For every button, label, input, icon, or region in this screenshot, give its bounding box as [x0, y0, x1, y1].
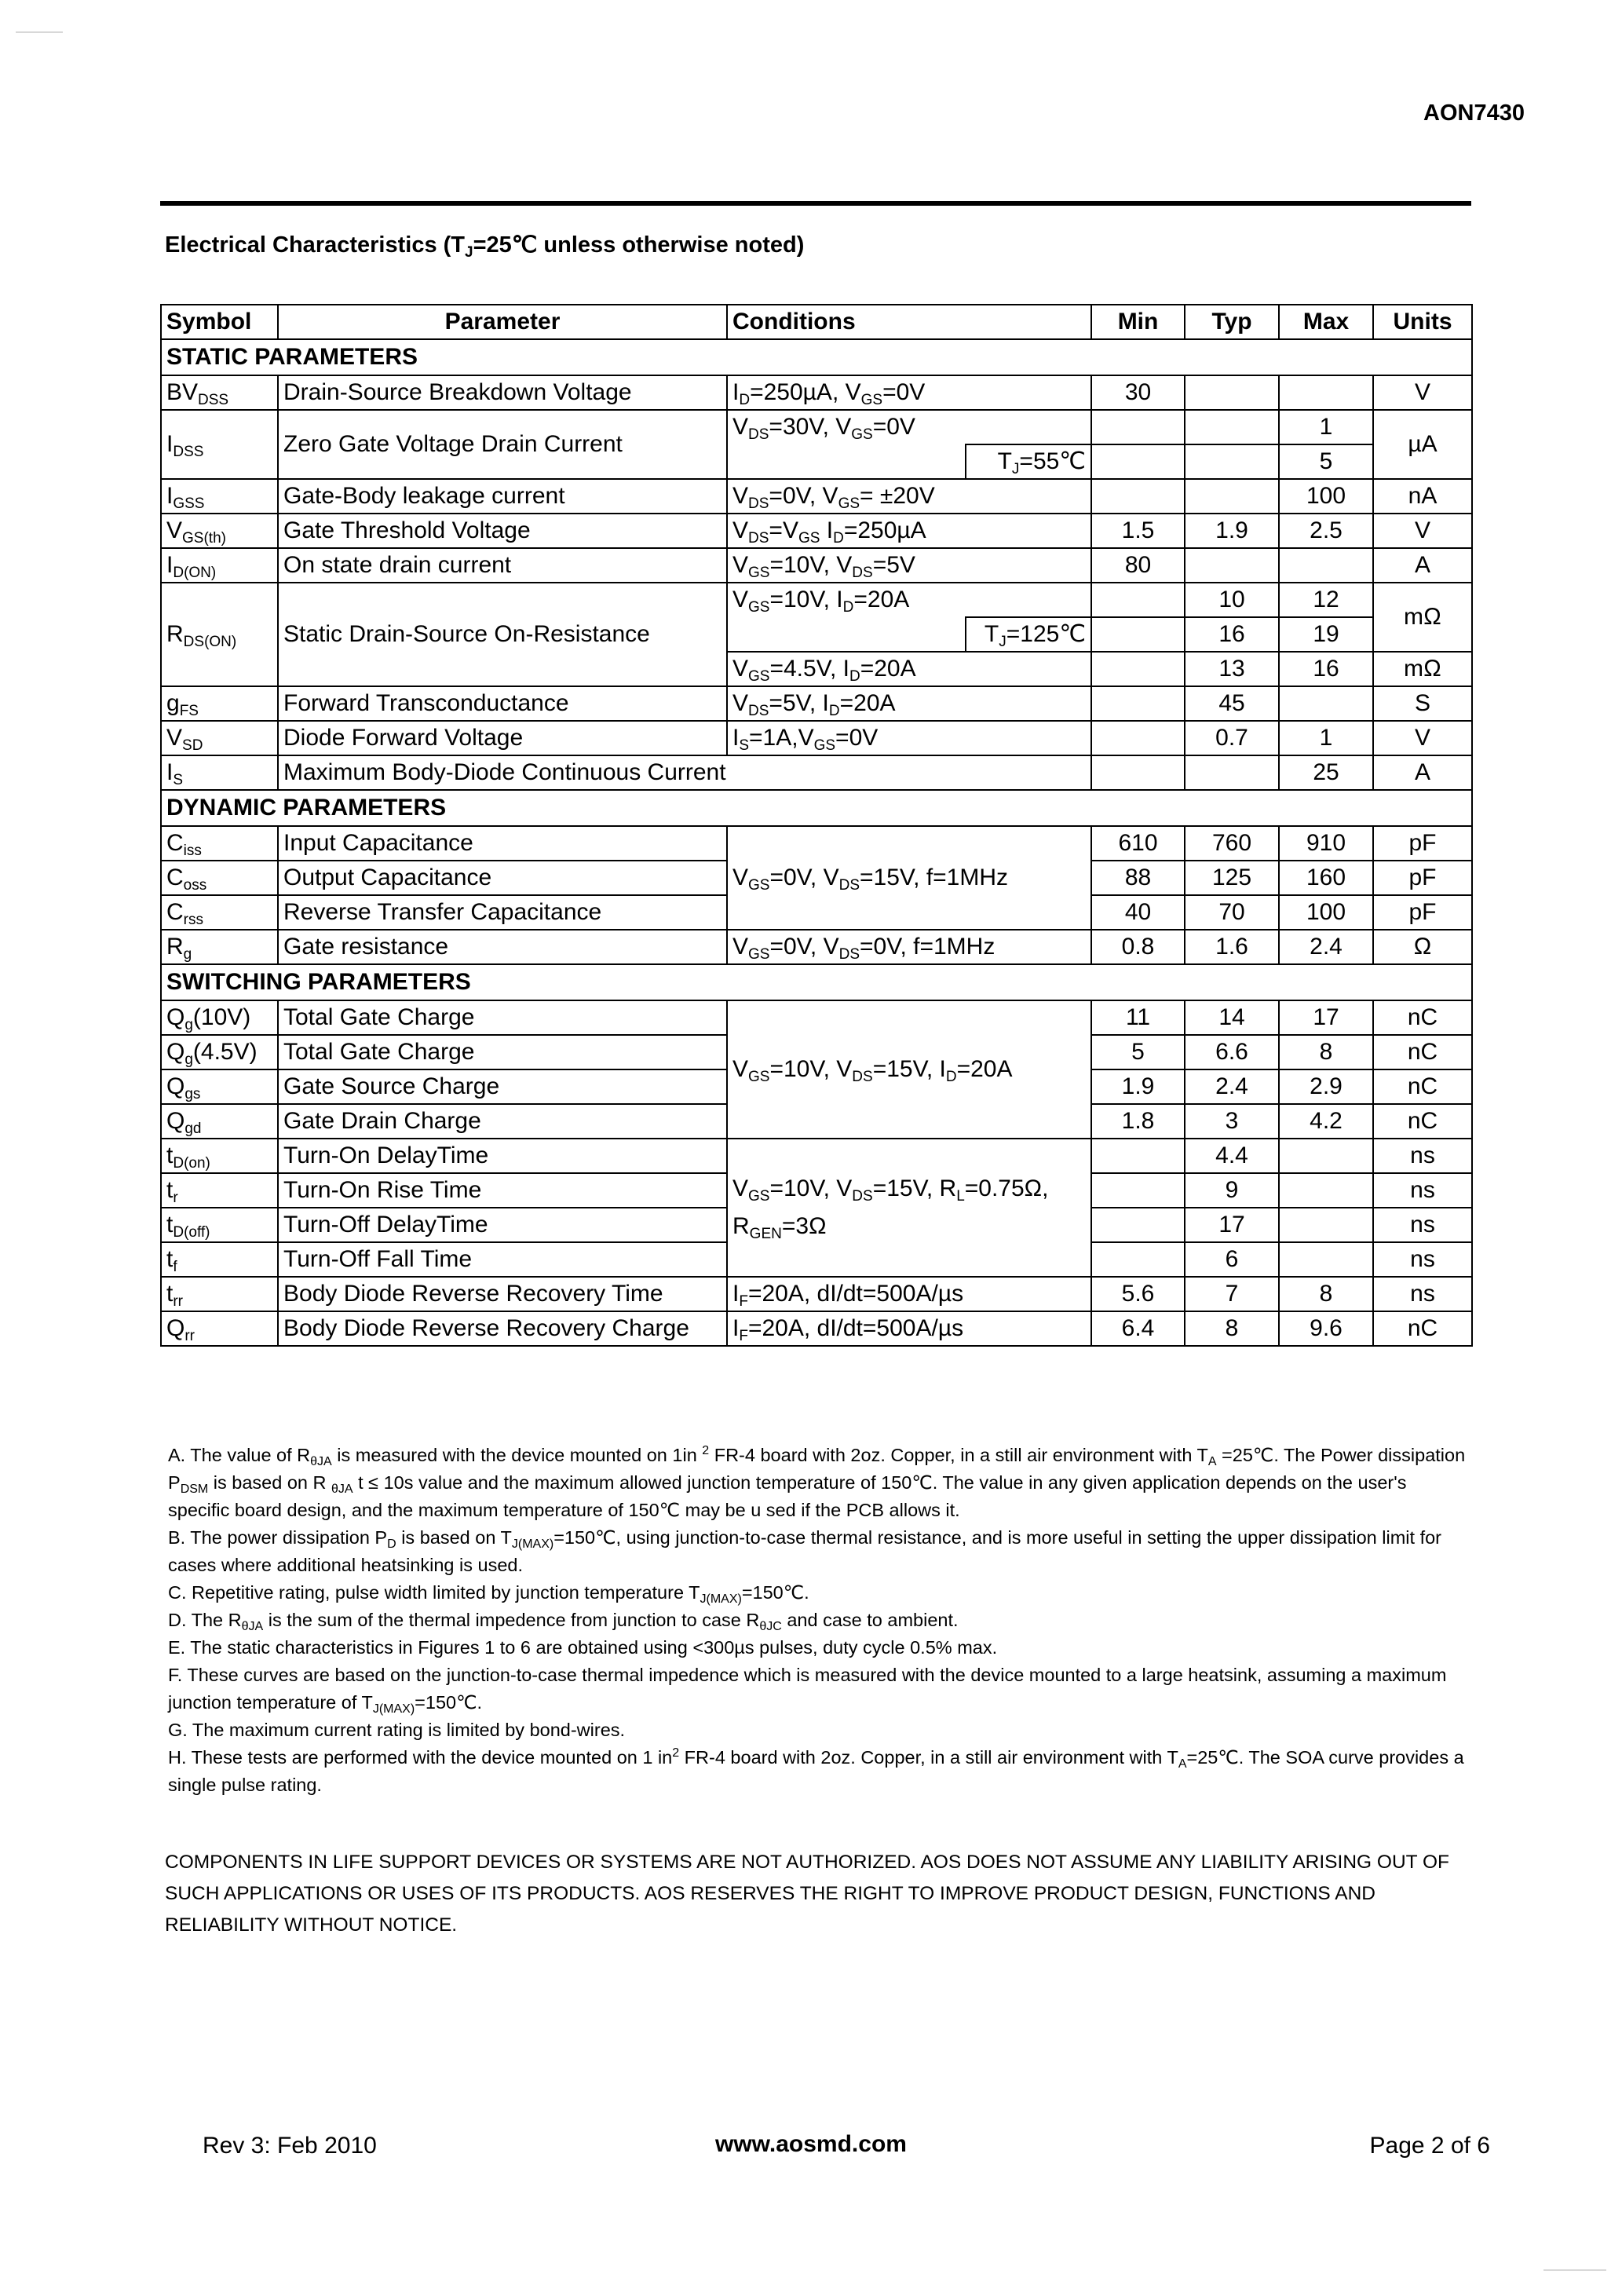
footnote-a: A. The value of $R_{\theta JA}$ is measured with the device mounted on 1in $^2$ FR-4 board with 2oz. Copper, in a still air environment with $T_A$ =25℃. The Power dissipation $P_{DSM}$ is based on R $_{\theta JA}$ t ≤ 10s value and the maximum allowed junction temperature of 150℃. The value in any given application depends on the user's specific board design, and the maximum temperature of 150℃ may be u sed if the PCB allows it.: [168, 1444, 1466, 1520]
table-row: [161, 930, 1472, 964]
temperature-condition: $T_J=55℃$: [966, 444, 1091, 479]
max-cell: 16: [1279, 652, 1373, 686]
typ-cell: [1185, 479, 1279, 514]
typ-cell: 2.4: [1185, 1069, 1279, 1104]
typ-cell: 6.6: [1185, 1035, 1279, 1069]
units-cell: nC: [1373, 1104, 1472, 1139]
symbol-cell: $Q_{gd}$: [161, 1104, 278, 1139]
electrical-characteristics-table: [160, 304, 1473, 1347]
symbol-cell: $Q_g(10V)$: [161, 1000, 278, 1035]
table-row: [161, 375, 1472, 410]
conditions-cell: $V_{GS}=10V$, $V_{DS}=15V$, $I_D=20A$: [727, 1000, 1091, 1139]
typ-cell: 10: [1185, 583, 1279, 617]
table-row: [161, 479, 1472, 514]
parameter-cell: Reverse Transfer Capacitance: [278, 895, 727, 930]
header-rule: [160, 201, 1471, 206]
max-cell: 9.6: [1279, 1311, 1373, 1346]
footnote-f: F. These curves are based on the junction-to-case thermal impedence which is measured with the device mounted to a large heatsink, assuming a maximum junction temperature of $T_{J(MAX)}=150℃$.: [168, 1665, 1447, 1716]
max-cell: [1279, 1139, 1373, 1173]
section-row: [161, 790, 1472, 826]
min-cell: 6.4: [1091, 1311, 1185, 1346]
parameter-cell: Gate Drain Charge: [278, 1104, 727, 1139]
min-cell: 40: [1091, 895, 1185, 930]
max-cell: 1: [1279, 410, 1373, 444]
typ-cell: 3: [1185, 1104, 1279, 1139]
table-row: [161, 1000, 1472, 1035]
section-title: Electrical Characteristics ($T_J=25℃$ unless otherwise noted): [165, 232, 805, 261]
column-header: Units: [1373, 305, 1472, 339]
units-cell: nC: [1373, 1035, 1472, 1069]
max-cell: [1279, 1173, 1373, 1208]
typ-cell: 7: [1185, 1277, 1279, 1311]
section-heading: STATIC PARAMETERS: [161, 339, 1472, 375]
symbol-cell: $R_{DS(ON)}$: [161, 583, 278, 686]
column-header: Conditions: [727, 305, 1091, 339]
units-cell: µA: [1373, 410, 1472, 479]
min-cell: [1091, 479, 1185, 514]
typ-cell: 1.9: [1185, 514, 1279, 548]
units-cell: nC: [1373, 1311, 1472, 1346]
symbol-cell: $g_{FS}$: [161, 686, 278, 721]
min-cell: 1.5: [1091, 514, 1185, 548]
conditions-cell: $V_{GS}=10V$, $V_{DS}=15V$, $R_L=0.75\Omega$, $R_{GEN}=3\Omega$: [727, 1139, 1091, 1277]
typ-cell: 4.4: [1185, 1139, 1279, 1173]
conditions-cell: $V_{GS}=0V$, $V_{DS}=0V$, f=1MHz: [727, 930, 1091, 964]
footnote-d: D. The $R_{\theta JA}$ is the sum of the thermal impedence from junction to case $R_{\theta JC}$ and case to ambient.: [168, 1610, 959, 1633]
typ-cell: [1185, 410, 1279, 444]
symbol-cell: $t_{D(on)}$: [161, 1139, 278, 1173]
conditions-cell: $V_{DS}=V_{GS}$ $I_D=250\mu A$: [727, 514, 1091, 548]
typ-cell: 14: [1185, 1000, 1279, 1035]
min-cell: [1091, 410, 1185, 444]
parameter-cell: Body Diode Reverse Recovery Time: [278, 1277, 727, 1311]
section-row: [161, 964, 1472, 1000]
symbol-cell: $C_{rss}$: [161, 895, 278, 930]
footnote-c: C. Repetitive rating, pulse width limited by junction temperature $T_{J(MAX)}=150℃$.: [168, 1582, 809, 1606]
units-cell: ns: [1373, 1242, 1472, 1277]
symbol-cell: $t_f$: [161, 1242, 278, 1277]
conditions-cell: $V_{DS}=30V$, $V_{GS}=0V$: [727, 410, 1091, 444]
symbol-cell: $t_r$: [161, 1173, 278, 1208]
parameter-cell: Gate-Body leakage current: [278, 479, 727, 514]
column-header: Min: [1091, 305, 1185, 339]
max-cell: 8: [1279, 1035, 1373, 1069]
conditions-cell: [727, 617, 966, 652]
units-cell: ns: [1373, 1208, 1472, 1242]
units-cell: pF: [1373, 861, 1472, 895]
units-cell: ns: [1373, 1173, 1472, 1208]
symbol-cell: $I_{GSS}$: [161, 479, 278, 514]
parameter-cell: Diode Forward Voltage: [278, 721, 727, 755]
units-cell: nC: [1373, 1000, 1472, 1035]
table-row: [161, 583, 1472, 617]
parameter-cell: Gate resistance: [278, 930, 727, 964]
symbol-cell: $V_{GS(th)}$: [161, 514, 278, 548]
table-row: [161, 1311, 1472, 1346]
max-cell: 25: [1279, 755, 1373, 790]
min-cell: [1091, 721, 1185, 755]
min-cell: 11: [1091, 1000, 1185, 1035]
units-cell: A: [1373, 755, 1472, 790]
units-cell: V: [1373, 721, 1472, 755]
conditions-cell: $V_{DS}=5V$, $I_D=20A$: [727, 686, 1091, 721]
table-row: [161, 514, 1472, 548]
page-corner-mark: [16, 31, 63, 33]
max-cell: [1279, 686, 1373, 721]
typ-cell: 17: [1185, 1208, 1279, 1242]
conditions-cell: $V_{GS}=0V$, $V_{DS}=15V$, f=1MHz: [727, 826, 1091, 930]
typ-cell: [1185, 375, 1279, 410]
parameter-cell: Forward Transconductance: [278, 686, 727, 721]
symbol-cell: $C_{oss}$: [161, 861, 278, 895]
table-row: [161, 410, 1472, 444]
conditions-cell: $V_{GS}=4.5V$, $I_D=20A$: [727, 652, 1091, 686]
typ-cell: 125: [1185, 861, 1279, 895]
parameter-cell: Turn-On Rise Time: [278, 1173, 727, 1208]
min-cell: 30: [1091, 375, 1185, 410]
symbol-cell: $t_{D(off)}$: [161, 1208, 278, 1242]
parameter-cell: Output Capacitance: [278, 861, 727, 895]
min-cell: 80: [1091, 548, 1185, 583]
section-heading: SWITCHING PARAMETERS: [161, 964, 1472, 1000]
symbol-cell: $Q_{gs}$: [161, 1069, 278, 1104]
typ-cell: [1185, 444, 1279, 479]
min-cell: [1091, 617, 1185, 652]
parameter-cell: Body Diode Reverse Recovery Charge: [278, 1311, 727, 1346]
revision-label: Rev 3: Feb 2010: [203, 2133, 377, 2159]
units-cell: mΩ: [1373, 652, 1472, 686]
typ-cell: 13: [1185, 652, 1279, 686]
table-row: [161, 1277, 1472, 1311]
min-cell: [1091, 444, 1185, 479]
conditions-cell: $I_F=20A$, dI/dt=500A/µs: [727, 1277, 1091, 1311]
min-cell: 88: [1091, 861, 1185, 895]
min-cell: 610: [1091, 826, 1185, 861]
max-cell: 2.5: [1279, 514, 1373, 548]
conditions-cell: $V_{GS}=10V$, $I_D=20A$: [727, 583, 1091, 617]
units-cell: pF: [1373, 895, 1472, 930]
conditions-cell: $I_S=1A,V_{GS}=0V$: [727, 721, 1091, 755]
max-cell: 5: [1279, 444, 1373, 479]
max-cell: [1279, 1242, 1373, 1277]
symbol-cell: $Q_{rr}$: [161, 1311, 278, 1346]
typ-cell: 45: [1185, 686, 1279, 721]
table-row: [161, 686, 1472, 721]
min-cell: 1.9: [1091, 1069, 1185, 1104]
legal-disclaimer: COMPONENTS IN LIFE SUPPORT DEVICES OR SYSTEMS ARE NOT AUTHORIZED. AOS DOES NOT ASSUME ANY LIABILITY ARISING OUT OF SUCH APPLICATIONS OR USES OF ITS PRODUCTS. AOS RESERVES THE RIGHT TO IMPROVE PRODUCT DESIGN, FUNCTIONS AND RELIABILITY WITHOUT NOTICE.: [165, 1852, 1449, 1936]
conditions-cell: [727, 444, 966, 479]
footnote-b: B. The power dissipation $P_D$ is based on $T_{J(MAX)}=150℃$, using junction-to-case thermal resistance, and is more useful in setting the upper dissipation limit for cases where additional heatsinking is used.: [168, 1527, 1441, 1575]
table-header-row: [161, 305, 1472, 339]
min-cell: [1091, 1208, 1185, 1242]
typ-cell: [1185, 755, 1279, 790]
min-cell: [1091, 1173, 1185, 1208]
max-cell: 160: [1279, 861, 1373, 895]
temperature-condition: $T_J=125℃$: [966, 617, 1091, 652]
parameter-cell: Total Gate Charge: [278, 1000, 727, 1035]
max-cell: [1279, 548, 1373, 583]
symbol-cell: $I_{DSS}$: [161, 410, 278, 479]
units-cell: ns: [1373, 1277, 1472, 1311]
min-cell: 5.6: [1091, 1277, 1185, 1311]
min-cell: 5: [1091, 1035, 1185, 1069]
typ-cell: 1.6: [1185, 930, 1279, 964]
symbol-cell: $I_{D(ON)}$: [161, 548, 278, 583]
units-cell: S: [1373, 686, 1472, 721]
units-cell: nC: [1373, 1069, 1472, 1104]
max-cell: [1279, 375, 1373, 410]
symbol-cell: $C_{iss}$: [161, 826, 278, 861]
max-cell: 100: [1279, 895, 1373, 930]
section-heading: DYNAMIC PARAMETERS: [161, 790, 1472, 826]
parameter-cell: Maximum Body-Diode Continuous Current: [278, 755, 1091, 790]
max-cell: 19: [1279, 617, 1373, 652]
typ-cell: 16: [1185, 617, 1279, 652]
max-cell: 17: [1279, 1000, 1373, 1035]
page-number: Page 2 of 6: [1369, 2133, 1490, 2159]
typ-cell: 9: [1185, 1173, 1279, 1208]
typ-cell: 760: [1185, 826, 1279, 861]
conditions-cell: $I_F=20A$, dI/dt=500A/µs: [727, 1311, 1091, 1346]
conditions-cell: $V_{GS}=10V$, $V_{DS}=5V$: [727, 548, 1091, 583]
max-cell: [1279, 1208, 1373, 1242]
page-corner-mark: [1543, 2269, 1606, 2271]
units-cell: ns: [1373, 1139, 1472, 1173]
symbol-cell: $BV_{DSS}$: [161, 375, 278, 410]
table-row: [161, 755, 1472, 790]
max-cell: 8: [1279, 1277, 1373, 1311]
parameter-cell: Turn-Off Fall Time: [278, 1242, 727, 1277]
min-cell: [1091, 686, 1185, 721]
min-cell: [1091, 583, 1185, 617]
max-cell: 12: [1279, 583, 1373, 617]
typ-cell: 6: [1185, 1242, 1279, 1277]
units-cell: V: [1373, 514, 1472, 548]
footnote-e: E. The static characteristics in Figures 1 to 6 are obtained using <300µs pulses, duty cycle 0.5% max.: [168, 1637, 998, 1658]
conditions-cell: $V_{DS}=0V$, $V_{GS}= \pm 20V$: [727, 479, 1091, 514]
parameter-cell: Total Gate Charge: [278, 1035, 727, 1069]
typ-cell: 8: [1185, 1311, 1279, 1346]
symbol-cell: $R_g$: [161, 930, 278, 964]
table-row: [161, 1139, 1472, 1173]
footnotes: [168, 1442, 1471, 1799]
footnote-g: G. The maximum current rating is limited by bond-wires.: [168, 1720, 626, 1740]
footnote-h: H. These tests are performed with the device mounted on 1 $in^2$ FR-4 board with 2oz. Copper, in a still air environment with $T_A=25℃$. The SOA curve provides a single pulse rating.: [168, 1746, 1464, 1795]
min-cell: [1091, 652, 1185, 686]
units-cell: A: [1373, 548, 1472, 583]
max-cell: 100: [1279, 479, 1373, 514]
min-cell: [1091, 1139, 1185, 1173]
parameter-cell: Gate Threshold Voltage: [278, 514, 727, 548]
conditions-cell: $I_D=250\mu A$, $V_{GS}=0V$: [727, 375, 1091, 410]
section-row: [161, 339, 1472, 375]
symbol-cell: $I_S$: [161, 755, 278, 790]
column-header: Parameter: [278, 305, 727, 339]
typ-cell: 0.7: [1185, 721, 1279, 755]
typ-cell: [1185, 548, 1279, 583]
table-row: [161, 721, 1472, 755]
max-cell: 4.2: [1279, 1104, 1373, 1139]
min-cell: [1091, 755, 1185, 790]
units-cell: Ω: [1373, 930, 1472, 964]
website-link[interactable]: www.aosmd.com: [715, 2131, 907, 2157]
column-header: Max: [1279, 305, 1373, 339]
max-cell: 2.4: [1279, 930, 1373, 964]
parameter-cell: Gate Source Charge: [278, 1069, 727, 1104]
max-cell: 910: [1279, 826, 1373, 861]
max-cell: 2.9: [1279, 1069, 1373, 1104]
parameter-cell: Turn-Off DelayTime: [278, 1208, 727, 1242]
units-cell: V: [1373, 375, 1472, 410]
parameter-cell: Static Drain-Source On-Resistance: [278, 583, 727, 686]
typ-cell: 70: [1185, 895, 1279, 930]
min-cell: 0.8: [1091, 930, 1185, 964]
max-cell: 1: [1279, 721, 1373, 755]
column-header: Symbol: [161, 305, 278, 339]
part-number: AON7430: [1423, 101, 1525, 126]
units-cell: pF: [1373, 826, 1472, 861]
units-cell: nA: [1373, 479, 1472, 514]
column-header: Typ: [1185, 305, 1279, 339]
units-cell: mΩ: [1373, 583, 1472, 652]
symbol-cell: $Q_g(4.5V)$: [161, 1035, 278, 1069]
parameter-cell: Drain-Source Breakdown Voltage: [278, 375, 727, 410]
min-cell: 1.8: [1091, 1104, 1185, 1139]
table-row: [161, 548, 1472, 583]
table-row: [161, 826, 1472, 861]
parameter-cell: Turn-On DelayTime: [278, 1139, 727, 1173]
parameter-cell: Input Capacitance: [278, 826, 727, 861]
parameter-cell: Zero Gate Voltage Drain Current: [278, 410, 727, 479]
symbol-cell: $t_{rr}$: [161, 1277, 278, 1311]
symbol-cell: $V_{SD}$: [161, 721, 278, 755]
min-cell: [1091, 1242, 1185, 1277]
parameter-cell: On state drain current: [278, 548, 727, 583]
